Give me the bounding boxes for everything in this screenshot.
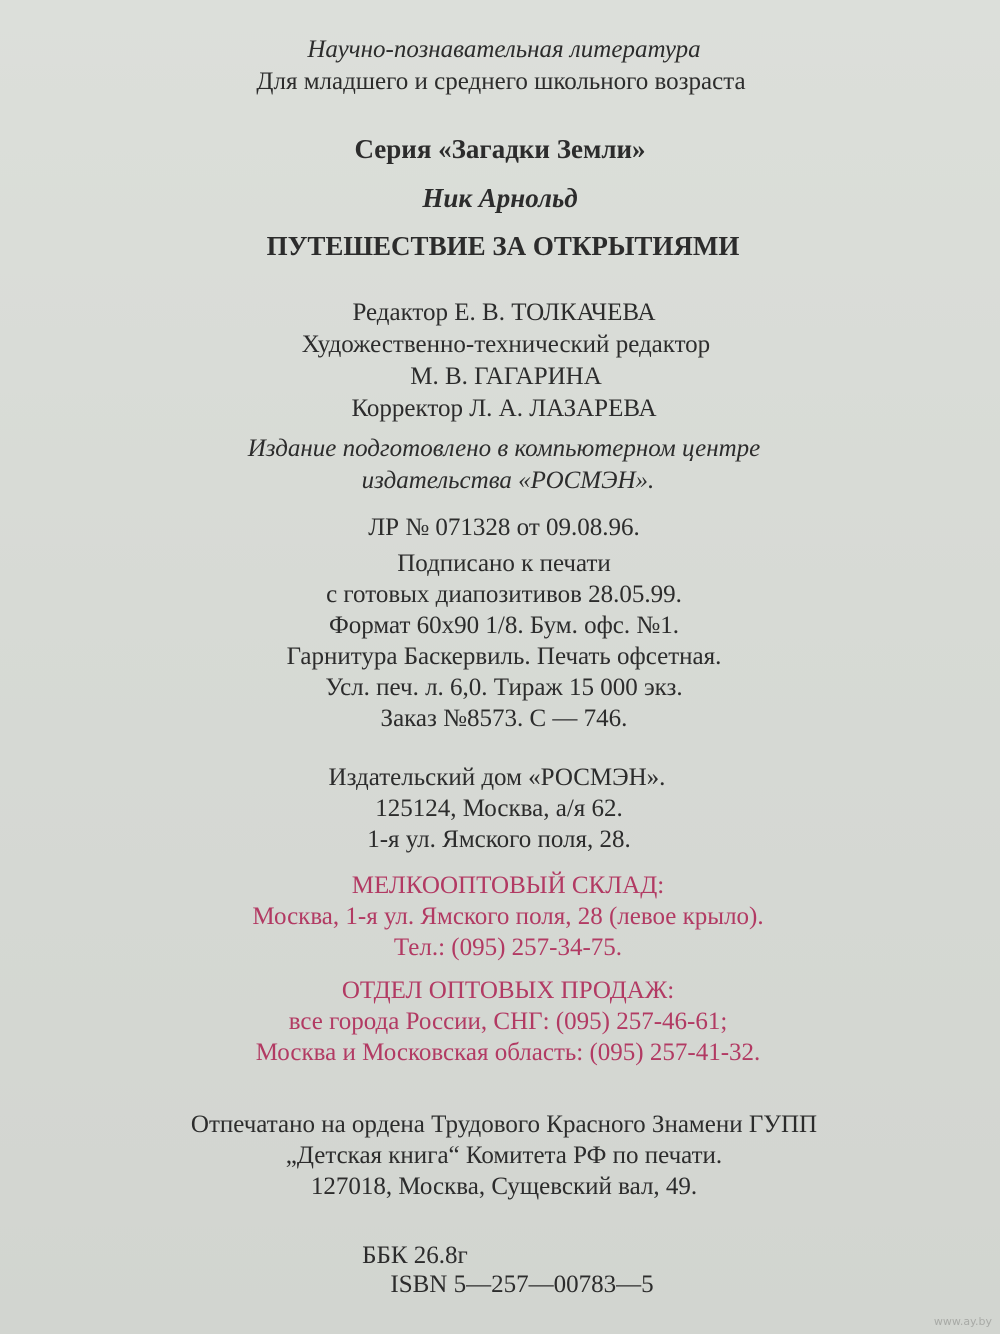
publisher-postal: 125124, Москва, а/я 62. [375, 795, 623, 822]
order-line: Заказ №8573. С — 746. [380, 705, 628, 732]
license-line: ЛР № 071328 от 09.08.96. [368, 514, 640, 541]
signed-line: Подписано к печати [397, 550, 611, 577]
author-name: Ник Арнольд [422, 183, 578, 213]
warehouse-phone: Тел.: (095) 257-34-75. [393, 934, 623, 961]
art-editor-role: Художественно-технический редактор [301, 331, 711, 358]
book-title: ПУТЕШЕСТВИЕ ЗА ОТКРЫТИЯМИ [266, 231, 740, 261]
prepared-line-2: издательства «РОСМЭН». [361, 467, 655, 494]
typeface-line: Гарнитура Баскервиль. Печать офсетная. [286, 643, 722, 670]
wholesale-russia: все города России, СНГ: (095) 257-46-61; [288, 1008, 728, 1035]
publisher-name: Издательский дом «РОСМЭН». [328, 764, 666, 791]
wholesale-heading: ОТДЕЛ ОПТОВЫХ ПРОДАЖ: [341, 977, 675, 1004]
publisher-street: 1-я ул. Ямского поля, 28. [367, 826, 631, 853]
editor-credit: Редактор Е. В. ТОЛКАЧЕВА [352, 299, 656, 326]
printer-line-2: „Детская книга“ Комитета РФ по печати. [285, 1142, 723, 1169]
series-title: Серия «Загадки Земли» [354, 134, 646, 164]
watermark: www.ay.by [933, 1315, 992, 1328]
audience-line: Для младшего и среднего школьного возраста [256, 68, 746, 95]
format-line: Формат 60x90 1/8. Бум. офс. №1. [329, 612, 679, 639]
bbk-code: ББК 26.8г [362, 1242, 468, 1269]
genre-line: Научно-познавательная литература [307, 36, 701, 63]
wholesale-moscow: Москва и Московская область: (095) 257-41-32. [255, 1039, 761, 1066]
warehouse-heading: МЕЛКООПТОВЫЙ СКЛАД: [351, 872, 665, 899]
isbn-code: ISBN 5—257—00783—5 [390, 1271, 654, 1298]
slides-line: с готовых диапозитивов 28.05.99. [326, 581, 682, 608]
art-editor-name: М. В. ГАГАРИНА [410, 363, 602, 390]
prepared-line-1: Издание подготовлено в компьютерном центре [247, 435, 761, 462]
corrector-credit: Корректор Л. А. ЛАЗАРЕВА [351, 395, 657, 422]
printer-line-1: Отпечатано на ордена Трудового Красного Знамени ГУПП [190, 1111, 818, 1138]
printer-line-3: 127018, Москва, Сущевский вал, 49. [310, 1173, 698, 1200]
warehouse-address: Москва, 1-я ул. Ямского поля, 28 (левое крыло). [252, 903, 764, 930]
volume-line: Усл. печ. л. 6,0. Тираж 15 000 экз. [325, 674, 683, 701]
